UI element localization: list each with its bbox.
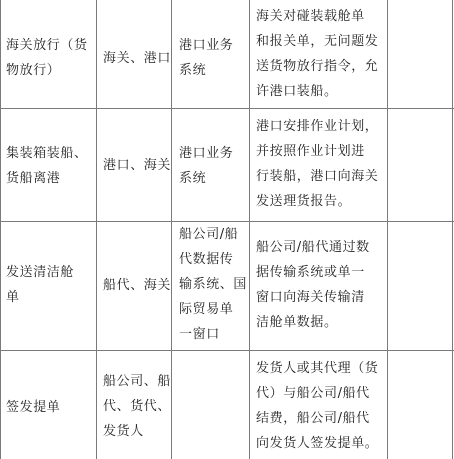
step-cell: 签发提单: [6, 400, 61, 415]
system-cell: 船公司/船 代数据传 输系统、国 际贸易单 一窗口: [179, 227, 248, 342]
column-divider: [171, 0, 172, 459]
step-cell: 发送清洁舱 单: [6, 265, 75, 305]
system-cell: 港口业务 系统: [179, 38, 234, 78]
column-divider: [249, 0, 250, 459]
party-cell: 海关、港口: [103, 51, 172, 66]
description-cell: 海关对碰装载舱单 和报关单，无问题发 送货物放行指令，允 许港口装船。: [256, 9, 379, 99]
row-divider: [0, 108, 454, 109]
description-cell: 港口安排作业计划， 并按照作业计划进 行装船，港口向海关 发送理货报告。: [256, 119, 379, 209]
step-cell: 集装箱装船、 货船离港: [6, 146, 88, 186]
row-divider: [0, 350, 454, 351]
party-cell: 船公司、船 代、货代、 发货人: [103, 374, 172, 439]
column-divider: [96, 0, 97, 459]
system-cell: 港口业务 系统: [179, 146, 234, 186]
column-divider: [387, 0, 388, 459]
description-cell: 发货人或其代理（货 代）与船公司/船代 结费，船公司/船代 向发货人签发提单。: [256, 361, 379, 451]
step-cell: 海关放行（货 物放行）: [6, 38, 88, 78]
table-border-right: [452, 0, 453, 459]
party-cell: 船代、海关: [103, 278, 172, 293]
table-border-left: [0, 0, 1, 459]
description-cell: 船公司/船代通过数 据传输系统或单一 窗口向海关传输清 洁舱单数据。: [256, 240, 370, 330]
party-cell: 港口、海关: [103, 158, 172, 173]
